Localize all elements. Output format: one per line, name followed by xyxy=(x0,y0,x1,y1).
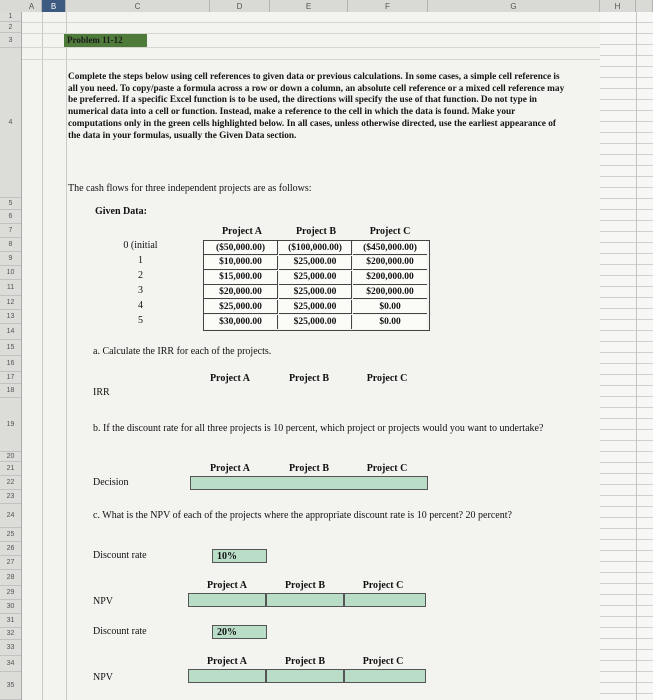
row-header[interactable]: 23 xyxy=(0,490,21,504)
column-header-a[interactable]: A xyxy=(22,0,42,12)
cash-flow-cell[interactable]: ($50,000.00) xyxy=(204,241,278,255)
row-header[interactable]: 30 xyxy=(0,600,21,614)
irr-project-c-header: Project C xyxy=(366,373,408,384)
discount-rate-10-cell[interactable]: 10% xyxy=(212,549,267,563)
cash-flow-cell[interactable]: $25,000.00 xyxy=(279,271,352,285)
cash-flow-cell[interactable]: $200,000.00 xyxy=(353,271,427,285)
row-header[interactable]: 17 xyxy=(0,372,21,384)
cash-flow-cell[interactable]: $25,000.00 xyxy=(279,285,352,299)
irr-project-a-header: Project A xyxy=(209,373,251,384)
row-header[interactable]: 19 xyxy=(0,398,21,452)
row-header[interactable]: 6 xyxy=(0,210,21,224)
grid-line xyxy=(636,12,637,700)
npv20-project-a-header: Project A xyxy=(206,656,248,667)
cash-flow-cell[interactable]: $25,000.00 xyxy=(279,256,352,270)
column-header-e[interactable]: E xyxy=(270,0,348,12)
row-header[interactable]: 1 xyxy=(0,12,21,22)
row-header[interactable]: 22 xyxy=(0,476,21,490)
row-header[interactable]: 27 xyxy=(0,556,21,570)
row-header[interactable]: 8 xyxy=(0,238,21,252)
npv20-project-b-header: Project B xyxy=(284,656,326,667)
row-header[interactable]: 5 xyxy=(0,198,21,210)
problem-title[interactable]: Problem 11-12 xyxy=(64,34,147,47)
column-header-i[interactable] xyxy=(636,0,653,12)
decision-project-b-header: Project B xyxy=(288,463,330,474)
cash-flow-cell[interactable]: $20,000.00 xyxy=(204,285,278,299)
column-header-h[interactable]: H xyxy=(600,0,636,12)
discount-rate-20-cell[interactable]: 20% xyxy=(212,625,267,639)
npv20-project-c-header: Project C xyxy=(362,656,404,667)
npv10-project-b-input[interactable] xyxy=(266,593,344,607)
row-header[interactable]: 16 xyxy=(0,356,21,372)
instructions-text: Complete the steps below using cell references to given data or previous calculations. In some cases, a simple cell reference is all you need. To copy/paste a formula across a row or down a column, an absolute cell reference or a mixed cell reference may be preferred. If a specific Excel function is to be used, the directions will specify the use of that function. Do not type in numerical data into a cell or function. Instead, make a reference to the cell in which the data is found. Make your computations only in the green cells highlighted below. In all cases, unless otherwise directed, use the earliest appearance of the data in your formulas, usually the Given Data section. xyxy=(68,72,565,141)
row-header[interactable]: 25 xyxy=(0,528,21,542)
row-header[interactable]: 9 xyxy=(0,252,21,266)
row-header[interactable]: 21 xyxy=(0,462,21,476)
intro-text: The cash flows for three independent projects are as follows: xyxy=(68,183,312,194)
year-label: 4 xyxy=(138,300,143,311)
given-project-b-header: Project B xyxy=(295,226,337,237)
column-header-b[interactable]: B xyxy=(42,0,66,12)
npv10-project-b-header: Project B xyxy=(284,580,326,591)
question-c: c. What is the NPV of each of the projects where the appropriate discount rate is 10 percent? 20 percent? xyxy=(93,510,512,521)
npv10-project-c-header: Project C xyxy=(362,580,404,591)
cash-flow-cell[interactable]: $200,000.00 xyxy=(353,256,427,270)
row-header[interactable]: 14 xyxy=(0,324,21,340)
row-header[interactable]: 2 xyxy=(0,22,21,33)
irr-label: IRR xyxy=(93,387,110,398)
decision-project-a-header: Project A xyxy=(209,463,251,474)
row-header[interactable]: 31 xyxy=(0,614,21,628)
row-header[interactable]: 4 xyxy=(0,48,21,198)
decision-input[interactable] xyxy=(190,476,428,490)
cash-flow-cell[interactable]: $25,000.00 xyxy=(279,300,352,314)
row-header[interactable]: 34 xyxy=(0,656,21,672)
cash-flow-cell[interactable]: ($100,000.00) xyxy=(279,241,352,255)
year-label: 1 xyxy=(138,255,143,266)
column-header-c[interactable]: C xyxy=(66,0,210,12)
decision-project-c-header: Project C xyxy=(366,463,408,474)
cash-flow-cell[interactable]: $15,000.00 xyxy=(204,271,278,285)
year-label: 0 (initial xyxy=(123,240,158,251)
grid-line xyxy=(66,12,67,700)
npv20-project-b-input[interactable] xyxy=(266,669,344,683)
row-header[interactable]: 33 xyxy=(0,640,21,656)
year-label: 5 xyxy=(138,315,143,326)
cash-flow-cell[interactable]: $0.00 xyxy=(353,315,427,329)
npv20-project-c-input[interactable] xyxy=(344,669,426,683)
row-header[interactable]: 15 xyxy=(0,340,21,356)
row-header[interactable]: 24 xyxy=(0,504,21,528)
npv20-project-a-input[interactable] xyxy=(188,669,266,683)
cash-flow-cell[interactable]: $0.00 xyxy=(353,300,427,314)
question-a: a. Calculate the IRR for each of the projects. xyxy=(93,346,272,357)
discount-rate-label-20: Discount rate xyxy=(93,626,147,637)
row-header[interactable]: 35 xyxy=(0,672,21,700)
cash-flow-cell[interactable]: $25,000.00 xyxy=(279,315,352,329)
row-header[interactable]: 3 xyxy=(0,33,21,48)
cash-flow-cell[interactable]: ($450,000.00) xyxy=(353,241,427,255)
given-data-label: Given Data: xyxy=(95,206,147,217)
row-header[interactable]: 32 xyxy=(0,628,21,640)
grid-line xyxy=(42,12,43,700)
column-header-d[interactable]: D xyxy=(210,0,270,12)
given-project-a-header: Project A xyxy=(221,226,263,237)
row-header[interactable]: 29 xyxy=(0,586,21,600)
column-header-g[interactable]: G xyxy=(428,0,600,12)
row-header[interactable]: 10 xyxy=(0,266,21,280)
cash-flow-cell[interactable]: $25,000.00 xyxy=(204,300,278,314)
grid-line xyxy=(22,22,600,23)
npv-label-10: NPV xyxy=(93,596,114,607)
row-header[interactable]: 13 xyxy=(0,310,21,324)
row-header[interactable]: 28 xyxy=(0,570,21,586)
npv-label-20: NPV xyxy=(93,672,114,683)
year-label: 3 xyxy=(138,285,143,296)
question-b: b. If the discount rate for all three projects is 10 percent, which project or projects would you want to undertake? xyxy=(93,423,544,434)
empty-grid-columns[interactable] xyxy=(600,12,653,700)
row-header[interactable]: 12 xyxy=(0,296,21,310)
cash-flow-cell[interactable]: $10,000.00 xyxy=(204,256,278,270)
discount-rate-label-10: Discount rate xyxy=(93,550,147,561)
npv10-project-c-input[interactable] xyxy=(344,593,426,607)
column-header-f[interactable]: F xyxy=(348,0,428,12)
cash-flow-cell[interactable]: $200,000.00 xyxy=(353,285,427,299)
grid-line xyxy=(22,59,600,60)
row-header[interactable]: 7 xyxy=(0,224,21,238)
row-header[interactable]: 20 xyxy=(0,452,21,462)
grid-line xyxy=(22,47,600,48)
irr-project-b-header: Project B xyxy=(288,373,330,384)
cash-flow-cell[interactable]: $30,000.00 xyxy=(204,315,278,329)
given-project-c-header: Project C xyxy=(369,226,411,237)
npv10-project-a-header: Project A xyxy=(206,580,248,591)
row-header[interactable]: 26 xyxy=(0,542,21,556)
npv10-project-a-input[interactable] xyxy=(188,593,266,607)
decision-label: Decision xyxy=(93,477,129,488)
row-header[interactable]: 11 xyxy=(0,280,21,296)
year-label: 2 xyxy=(138,270,143,281)
row-header[interactable]: 18 xyxy=(0,384,21,398)
